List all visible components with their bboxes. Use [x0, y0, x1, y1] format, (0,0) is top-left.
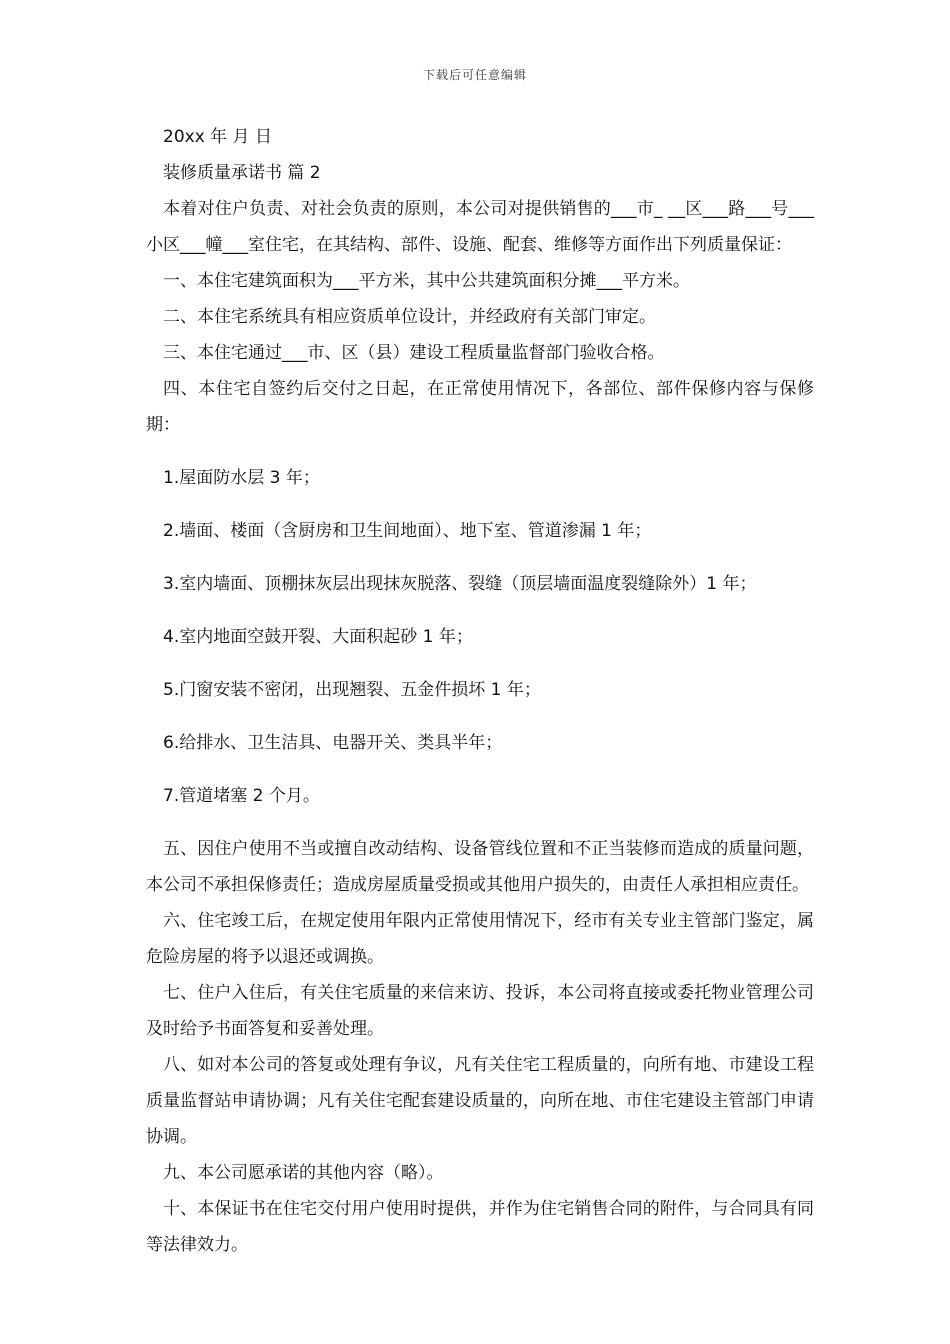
clause-6: 六、住宅竣工后，在规定使用年限内正常使用情况下，经市有关专业主管部门鉴定，属危险房屋的将予以退还或调换。: [146, 911, 814, 967]
clause-5: 五、因住户使用不当或擅自改动结构、设备管线位置和不正当装修而造成的质量问题，本公司不承担保修责任；造成房屋质量受损或其他用户损失的，由责任人承担相应责任。: [146, 839, 814, 895]
document-title: 装修质量承诺书 篇 2: [163, 163, 321, 183]
date-line: 20xx 年 月 日: [163, 127, 272, 147]
warranty-item-5: 5.门窗安装不密闭，出现翘裂、五金件损坏 1 年；: [163, 680, 541, 700]
clause-9: 九、本公司愿承诺的其他内容（略）。: [163, 1163, 444, 1183]
header-note: 下载后可任意编辑: [422, 68, 527, 82]
clause-4: 四、本住宅自签约后交付之日起，在正常使用情况下，各部位、部件保修内容与保修期：: [146, 379, 814, 435]
warranty-item-6: 6.给排水、卫生洁具、电器开关、类具半年；: [163, 733, 503, 753]
clause-3: 三、本住宅通过___市、区（县）建设工程质量监督部门验收合格。: [163, 343, 665, 363]
warranty-item-1: 1.屋面防水层 3 年；: [163, 468, 320, 488]
clause-2: 二、本住宅系统具有相应资质单位设计，并经政府有关部门审定。: [163, 307, 656, 327]
document-body: [146, 119, 814, 1263]
clause-7: 七、住户入住后，有关住宅质量的来信来访、投诉，本公司将直接或委托物业管理公司及时给予书面答复和妥善处理。: [146, 983, 814, 1039]
intro-paragraph: 本着对住户负责、对社会负责的原则，本公司对提供销售的___市_ __区___路___号___小区___幢___室住宅，在其结构、部件、设施、配套、维修等方面作出下列质量保证：: [146, 199, 814, 255]
warranty-item-2: 2.墙面、楼面（含厨房和卫生间地面）、地下室、管道渗漏 1 年；: [163, 521, 652, 541]
clause-1: 一、本住宅建筑面积为___平方米，其中公共建筑面积分摊___平方米。: [163, 271, 690, 291]
warranty-item-4: 4.室内地面空鼓开裂、大面积起砂 1 年；: [163, 627, 473, 647]
clause-10: 十、本保证书在住宅交付用户使用时提供，并作为住宅销售合同的附件，与合同具有同等法律效力。: [146, 1199, 814, 1255]
clause-8: 八、如对本公司的答复或处理有争议，凡有关住宅工程质量的，向所有地、市建设工程质量监督站申请协调；凡有关住宅配套建设质量的，向所在地、市住宅建设主管部门申请协调。: [146, 1055, 814, 1147]
warranty-item-3: 3.室内墙面、顶棚抹灰层出现抹灰脱落、裂缝（顶层墙面温度裂缝除外）1 年；: [163, 574, 757, 594]
warranty-item-7: 7.管道堵塞 2 个月。: [163, 786, 320, 806]
